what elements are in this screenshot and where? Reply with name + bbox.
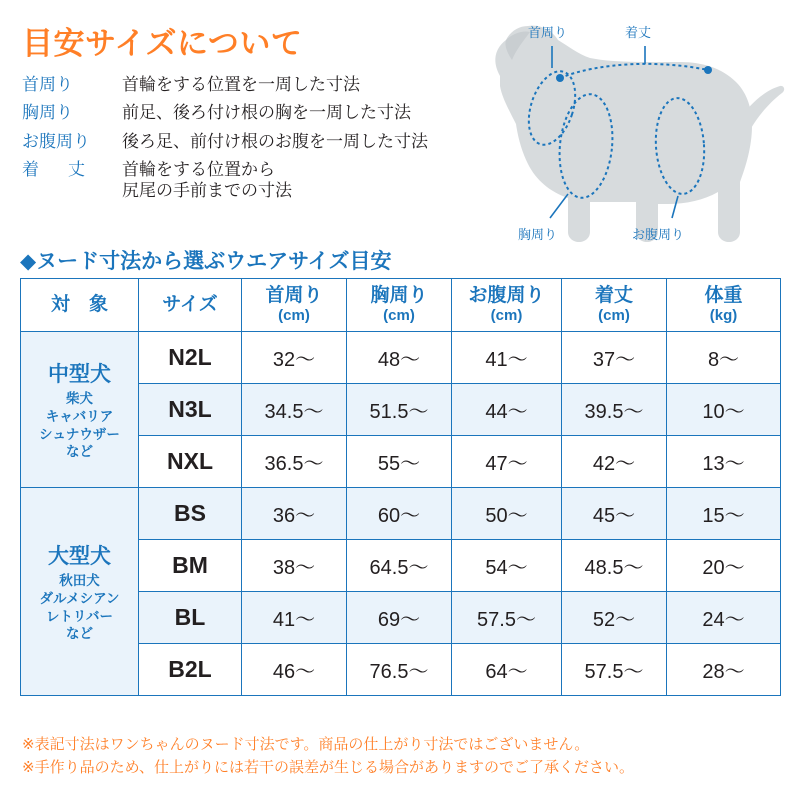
- note-line: ※手作り品のため、仕上がりには若干の誤差が生じる場合がありますのでご了承ください。: [22, 759, 634, 777]
- definition-row: [22, 131, 462, 152]
- cell-weight: 28〜: [667, 644, 781, 696]
- header-weight: [667, 279, 781, 332]
- definition-desc: [122, 74, 462, 95]
- cell-chest: 51.5〜: [347, 384, 452, 436]
- dog-silhouette-icon: [440, 6, 792, 256]
- cell-size: B2L: [139, 644, 242, 696]
- group-name: 大型犬: [48, 544, 111, 568]
- definition-term: 胸周り: [22, 103, 73, 123]
- definition-desc-line2: 尻尾の手前までの寸法: [122, 181, 292, 200]
- cell-length: 57.5〜: [562, 644, 667, 696]
- illustration-label-neck: 首周り: [528, 25, 568, 40]
- header-neck-label: 首周り: [265, 285, 323, 307]
- definition-desc: [122, 131, 462, 152]
- cell-neck: 46〜: [242, 644, 347, 696]
- cell-neck: 36〜: [242, 488, 347, 540]
- cell-length: 45〜: [562, 488, 667, 540]
- cell-size: BS: [139, 488, 242, 540]
- group-breeds: [23, 390, 136, 461]
- header-belly-unit: (cm): [490, 307, 523, 325]
- note-line: ※表記寸法はワンちゃんのヌード寸法です。商品の仕上がり寸法ではございません。: [22, 736, 590, 753]
- definition-desc: [122, 102, 462, 123]
- cell-length: 39.5〜: [562, 384, 667, 436]
- cell-belly: 47〜: [452, 436, 562, 488]
- cell-belly: 57.5〜: [452, 592, 562, 644]
- header-chest-label: 胸周り: [370, 285, 428, 307]
- cell-weight: 13〜: [667, 436, 781, 488]
- cell-length: 37〜: [562, 332, 667, 384]
- cell-neck: 38〜: [242, 540, 347, 592]
- illustration-label-belly: お腹周り: [632, 227, 685, 242]
- definition-row: [22, 102, 462, 123]
- measurement-definitions: [22, 74, 462, 208]
- cell-chest: 48〜: [347, 332, 452, 384]
- header-length-unit: (cm): [598, 307, 630, 325]
- definition-term: 着 丈: [22, 159, 91, 179]
- cell-size: NXL: [139, 436, 242, 488]
- header-chest: [347, 279, 452, 332]
- cell-belly: 54〜: [452, 540, 562, 592]
- definition-term: 首周り: [22, 75, 73, 94]
- definition-desc-line1: 首輪をする位置から: [122, 159, 275, 179]
- header-weight-unit: (kg): [709, 307, 738, 325]
- cell-length: 48.5〜: [562, 540, 667, 592]
- cell-neck: 32〜: [242, 332, 347, 384]
- cell-size: N2L: [139, 332, 242, 384]
- section-heading: ◆ヌード寸法から選ぶウエアサイズ目安: [20, 250, 392, 273]
- definition-row: [22, 74, 462, 95]
- cell-belly: 64〜: [452, 644, 562, 696]
- cell-neck: 34.5〜: [242, 384, 347, 436]
- header-weight-label: 体重: [704, 285, 743, 307]
- size-table: [20, 278, 781, 696]
- definition-desc: [122, 159, 462, 202]
- cell-chest: 76.5〜: [347, 644, 452, 696]
- header-neck-unit: (cm): [278, 307, 310, 325]
- group-breeds: [23, 572, 136, 643]
- cell-weight: 8〜: [667, 332, 781, 384]
- cell-weight: 10〜: [667, 384, 781, 436]
- cell-chest: 69〜: [347, 592, 452, 644]
- header-size-label: サイズ: [162, 294, 218, 316]
- header-length-label: 着丈: [594, 285, 633, 307]
- header-target: [21, 279, 139, 332]
- header-chest-unit: (cm): [383, 307, 415, 325]
- cell-neck: 41〜: [242, 592, 347, 644]
- definition-row: [22, 159, 462, 202]
- group-cell-large: [21, 488, 139, 696]
- definition-desc-line1: 前足、後ろ付け根の胸を一周した寸法: [122, 103, 411, 123]
- cell-belly: 50〜: [452, 488, 562, 540]
- header-size: [139, 279, 242, 332]
- page-title: 目安サイズについて: [22, 26, 303, 61]
- table-row: [21, 488, 781, 540]
- table-header-row: [21, 279, 781, 332]
- group-breeds-text: 秋田犬 ダルメシアン レトリバー など: [39, 572, 120, 642]
- header-belly: [452, 279, 562, 332]
- cell-neck: 36.5〜: [242, 436, 347, 488]
- group-cell-medium: [21, 332, 139, 488]
- group-breeds-text: 柴犬 キャバリア シュナウザー など: [39, 390, 120, 460]
- cell-size: BM: [139, 540, 242, 592]
- illustration-label-chest: 胸周り: [518, 227, 558, 242]
- notes-block: [22, 733, 782, 780]
- illustration-label-length: 着丈: [625, 25, 652, 40]
- cell-size: N3L: [139, 384, 242, 436]
- cell-weight: 20〜: [667, 540, 781, 592]
- header-neck: [242, 279, 347, 332]
- cell-weight: 24〜: [667, 592, 781, 644]
- cell-length: 42〜: [562, 436, 667, 488]
- header-length: [562, 279, 667, 332]
- cell-length: 52〜: [562, 592, 667, 644]
- header-belly-label: お腹周り: [468, 285, 545, 307]
- definition-term: お腹周り: [22, 131, 90, 151]
- cell-size: BL: [139, 592, 242, 644]
- dog-measurement-illustration: [440, 6, 792, 256]
- cell-chest: 55〜: [347, 436, 452, 488]
- definition-desc-line1: 首輪をする位置を一周した寸法: [122, 75, 360, 94]
- cell-belly: 41〜: [452, 332, 562, 384]
- cell-chest: 64.5〜: [347, 540, 452, 592]
- header-target-label: 対 象: [50, 294, 108, 316]
- group-name: 中型犬: [48, 362, 111, 386]
- cell-belly: 44〜: [452, 384, 562, 436]
- cell-weight: 15〜: [667, 488, 781, 540]
- definition-desc-line1: 後ろ足、前付け根のお腹を一周した寸法: [122, 131, 428, 151]
- table-row: [21, 332, 781, 384]
- cell-chest: 60〜: [347, 488, 452, 540]
